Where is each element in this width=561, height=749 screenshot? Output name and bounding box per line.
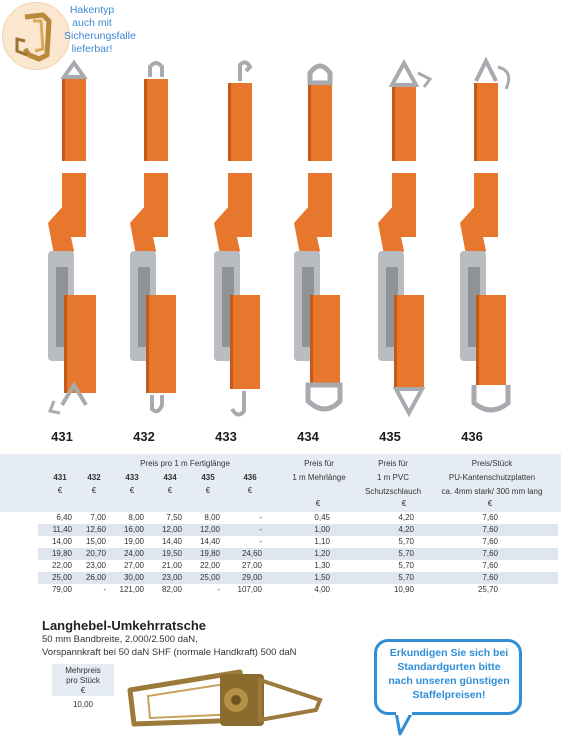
model-number: 433 [215, 429, 237, 444]
table-cell: 19,50 [161, 549, 182, 558]
table-cell: 22,00 [199, 561, 220, 570]
table-cell: - [259, 525, 262, 534]
langhebel-description: 50 mm Bandbreite, 2.000/2.500 daN, Vorspannkraft bei 50 daN SHF (normale Handkraft) 500 daN [42, 634, 297, 658]
currency-label: € [167, 486, 173, 495]
hook-type-note: Hakentyp auch mit Sicherungsfalle lieferbar! [64, 4, 136, 55]
currency-label: € [401, 499, 407, 508]
table-cell: 12,00 [161, 525, 182, 534]
strap-436-image [444, 55, 524, 445]
table-cell: 8,00 [204, 513, 220, 522]
table-cell: 1,00 [314, 525, 330, 534]
table-cell: 25,00 [51, 573, 72, 582]
table-cell: - [217, 585, 220, 594]
table-cell: 27,00 [241, 561, 262, 570]
table-cell: 7,50 [166, 513, 182, 522]
table-cell: 5,70 [398, 537, 414, 546]
strap-434-image [280, 55, 360, 445]
table-cell: 19,80 [51, 549, 72, 558]
table-cell: 10,90 [393, 585, 414, 594]
surcharge-box [52, 664, 114, 716]
table-cell: 1,20 [314, 549, 330, 558]
table-cell: 25,70 [477, 585, 498, 594]
table-cell: - [103, 585, 106, 594]
table-cell: 22,00 [51, 561, 72, 570]
table-cell: 1,10 [314, 537, 330, 546]
model-number: 432 [133, 429, 155, 444]
table-cell: 7,00 [90, 513, 106, 522]
table-cell: 8,00 [128, 513, 144, 522]
table-cell: 5,70 [398, 561, 414, 570]
col-header-436: 436 [243, 473, 257, 482]
table-cell: 29,00 [241, 573, 262, 582]
strap-432-image [116, 55, 196, 445]
table-row [38, 560, 558, 572]
table-cell: 14,40 [199, 537, 220, 546]
table-cell: 1,50 [314, 573, 330, 582]
langhebel-title: Langhebel-Umkehrratsche [42, 618, 206, 633]
table-cell: 15,00 [85, 537, 106, 546]
table-row [38, 548, 558, 560]
col-header-433: 433 [125, 473, 139, 482]
col-header-435: 435 [201, 473, 215, 482]
table-cell: 1,30 [314, 561, 330, 570]
price-table [0, 454, 561, 602]
model-number: 435 [379, 429, 401, 444]
info-bubble-text: Erkundigen Sie sich bei Standardgurten bitte nach unseren günstigen Staffelpreisen! [388, 647, 510, 701]
group-header: Preis pro 1 m Fertiglänge [140, 459, 230, 468]
table-row [38, 536, 558, 548]
table-cell: 7,60 [482, 573, 498, 582]
currency-label: € [57, 486, 63, 495]
table-cell: 30,00 [123, 573, 144, 582]
table-cell: 107,00 [237, 585, 262, 594]
table-cell: 7,60 [482, 525, 498, 534]
table-cell: 21,00 [161, 561, 182, 570]
table-cell: 0,45 [314, 513, 330, 522]
table-cell: 5,70 [398, 573, 414, 582]
table-cell: 121,00 [119, 585, 144, 594]
table-cell: 82,00 [161, 585, 182, 594]
currency-label: € [487, 499, 493, 508]
table-cell: 24,00 [123, 549, 144, 558]
col-header-mehrlaenge: Preis für 1 m Mehrlänge [292, 459, 346, 482]
table-cell: 12,00 [199, 525, 220, 534]
table-cell: 11,40 [52, 525, 72, 534]
table-cell: 7,60 [482, 549, 498, 558]
currency-label: € [129, 486, 135, 495]
model-number: 434 [297, 429, 319, 444]
table-cell: 19,00 [123, 537, 144, 546]
table-cell: 26,00 [85, 573, 106, 582]
strap-431-image [34, 55, 114, 445]
table-cell: 7,60 [482, 537, 498, 546]
table-cell: 14,40 [161, 537, 182, 546]
table-cell: 4,20 [398, 525, 414, 534]
table-cell: 20,70 [85, 549, 106, 558]
table-row [38, 584, 558, 596]
currency-label: € [315, 499, 321, 508]
surcharge-value: 10,00 [72, 700, 94, 709]
table-cell: 24,60 [241, 549, 262, 558]
table-cell: - [259, 537, 262, 546]
table-cell: 16,00 [123, 525, 144, 534]
currency-label: € [205, 486, 211, 495]
strap-gallery [0, 55, 561, 447]
table-cell: 6,40 [56, 513, 72, 522]
currency-label: € [247, 486, 253, 495]
table-cell: 27,00 [123, 561, 144, 570]
table-cell: 5,70 [398, 549, 414, 558]
table-cell: 79,00 [51, 585, 72, 594]
table-cell: 19,80 [199, 549, 220, 558]
model-number: 431 [51, 429, 73, 444]
bubble-tail [394, 712, 414, 736]
table-row [38, 572, 558, 584]
col-header-pu: Preis/Stück PU-Kantenschutzplatten ca. 4mm stark/ 300 mm lang [441, 459, 543, 496]
surcharge-header: Mehrpreis pro Stück € [52, 664, 114, 696]
table-cell: 14,00 [51, 537, 72, 546]
strap-435-image [362, 55, 442, 445]
table-row [38, 512, 558, 524]
table-cell: 25,00 [199, 573, 220, 582]
model-number-row [0, 429, 561, 447]
col-header-434: 434 [163, 473, 177, 482]
ratchet-image [120, 660, 330, 740]
strap-433-image [198, 55, 278, 445]
model-number: 436 [461, 429, 483, 444]
table-cell: 7,60 [482, 561, 498, 570]
table-cell: 7,60 [482, 513, 498, 522]
table-cell: - [259, 513, 262, 522]
table-cell: 4,00 [314, 585, 330, 594]
currency-label: € [91, 486, 97, 495]
table-row [38, 524, 558, 536]
table-cell: 23,00 [161, 573, 182, 582]
table-cell: 4,20 [398, 513, 414, 522]
col-header-431: 431 [53, 473, 67, 482]
col-header-pvc: Preis für 1 m PVC Schutzschlauch [364, 459, 422, 496]
table-cell: 23,00 [85, 561, 106, 570]
table-cell: 12,60 [85, 525, 106, 534]
col-header-432: 432 [87, 473, 101, 482]
